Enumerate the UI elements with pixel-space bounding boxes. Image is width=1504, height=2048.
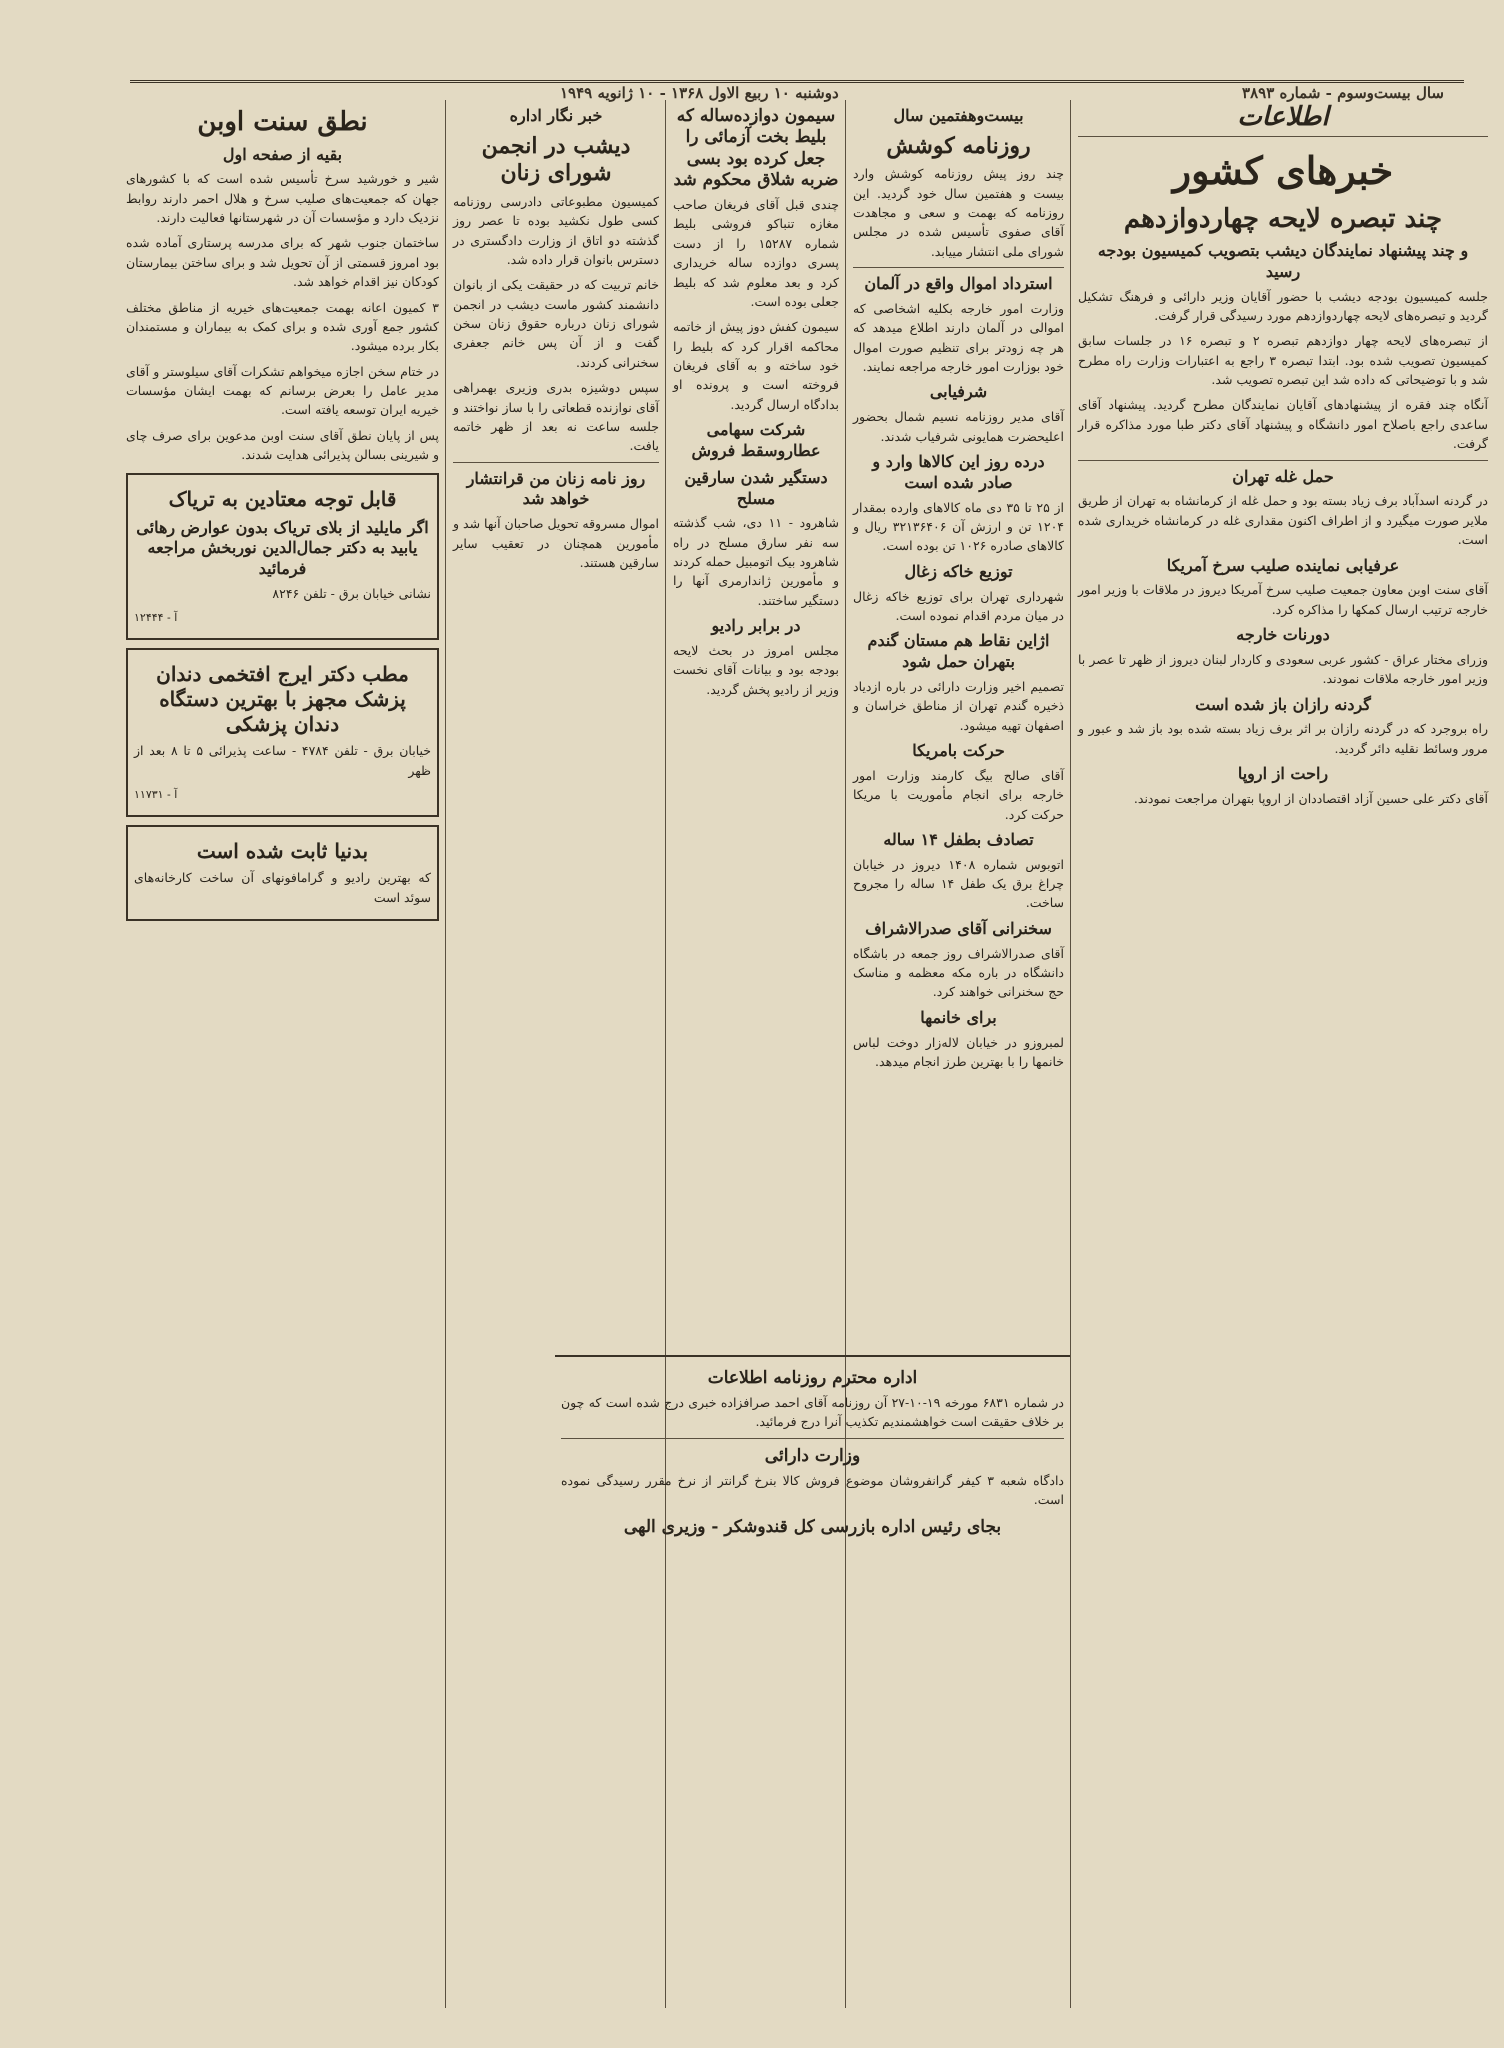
notice-section bbox=[555, 1355, 1070, 1546]
paragraph: مجلس امروز در بحث لایحه بودجه بود و بیانات آقای نخست وزیر از رادیو پخش گردید. bbox=[673, 642, 839, 697]
ad-radio bbox=[126, 825, 439, 921]
subheading: وزارت دارائی bbox=[764, 1445, 861, 1466]
subheading: سخنرانی آقای صدرالاشراف bbox=[865, 918, 1052, 938]
paragraph: در شماره ۶۸۳۱ مورخه ۱۹-۱۰-۲۷ آن روزنامه آقای احمد صرافزاده خبری درج شده است که چون بر خلاف حقیقت است خواهشمندیم تکذیب آنرا درج فرمائید. bbox=[561, 1395, 1064, 1430]
masthead-rule bbox=[130, 80, 1464, 83]
subheading: شرکت سهامی عطاروسقط فروش bbox=[691, 420, 821, 460]
paragraph: سیمون کفش دوز پیش از خاتمه محاکمه اقرار کرد که بلیط را خود ساخته و به آقای فریغان فروخته است و پرونده او بدادگاه ارسال گردید. bbox=[673, 319, 839, 412]
column-rule bbox=[665, 100, 666, 2008]
subheading: برای خانمها bbox=[920, 1007, 997, 1027]
ad-dentist bbox=[126, 648, 439, 817]
newspaper-logo: اطلاعات bbox=[1078, 102, 1488, 137]
subheading: تصادف بطفل ۱۴ ساله bbox=[883, 829, 1034, 849]
ad-title: بدنیا ثابت شده است bbox=[196, 839, 369, 864]
subheading: اداره محترم روزنامه اطلاعات bbox=[707, 1368, 918, 1388]
subheading: حمل غله تهران bbox=[1232, 466, 1334, 486]
paragraph: راه بروجرد که در گردنه رازان بر اثر برف زیاد بسته شده بود باز شد و عبور و مرور وسائط نقلیه دائر گردید. bbox=[1078, 721, 1488, 756]
paragraph: شاهرود - ۱۱ دی، شب گذشته سه نفر سارق مسلح در راه شاهرود بیک اتومبیل حمله کردند و مأمورین ژاندارمری آنها را دستگیر ساختند. bbox=[673, 515, 840, 608]
paragraph: از ۲۵ تا ۳۵ دی ماه کالاهای وارده بمقدار ۱۲۰۴ تن و ارزش آن ۳۲۱۳۶۴۰۶ ریال و کالاهای صادره ۱۰۲۶ تن بوده است. bbox=[853, 499, 1065, 554]
subheading: درده روز این کالاها وارد و صادر شده است bbox=[872, 452, 1045, 492]
subheading: دستگیر شدن سارقین مسلح bbox=[684, 467, 828, 508]
ad-address: نشانی خیابان برق - تلفن ۸۲۴۶ bbox=[272, 585, 431, 601]
subheading: استرداد اموال واقع در آلمان bbox=[864, 274, 1053, 294]
paragraph: اموال مسروقه تحویل صاحبان آنها شد و مأمورین همچنان در تعقیب سایر سارقین هستند. bbox=[453, 516, 659, 571]
column-country-news bbox=[1072, 100, 1494, 2008]
paragraph: آقای صالح بیگ کارمند وزارت امور خارجه برای انجام مأموریت با مریکا حرکت کرد. bbox=[853, 767, 1064, 822]
paragraph: کمیسیون مطبوعاتی دادرسی روزنامه کسی طول نکشید بوده تا عصر روز گذشته دو اتاق از وزارت دادگستری در دسترس بانوان قرار داده شد. bbox=[453, 193, 659, 267]
subheading: روز نامه زنان من قرانتشار خواهد شد bbox=[466, 468, 646, 509]
paragraph: ساختمان جنوب شهر که برای مدرسه پرستاری آماده شده بود امروز قسمتی از آن تحویل شد و برای ساختن بیمارستان کودکان نیز اقدام خواهد شد. bbox=[126, 235, 439, 290]
section-kicker: خبرهای کشور bbox=[1172, 148, 1394, 193]
subheading: توزیع خاکه زغال bbox=[904, 561, 1013, 581]
subheading: راحت از اروپا bbox=[1237, 764, 1329, 784]
paragraph: در ختام سخن اجازه میخواهم تشکرات آقای سیلوستر و آقای مدیر عامل را بعرض برسانم که بهمت ایشان مؤسسات خیریه ایران توسعه یافته است. bbox=[126, 363, 439, 418]
subheading: اژاین نقاط هم مستان گندم بتهران حمل شود bbox=[867, 631, 1050, 672]
column-rule bbox=[845, 100, 846, 2008]
section-kicker: بیست‌وهفتمین سال bbox=[893, 106, 1024, 125]
subheading: دورنات خارجه bbox=[1236, 625, 1330, 645]
headline: نطق سنت اوبن bbox=[197, 107, 368, 137]
headline: روزنامه کوشش bbox=[886, 132, 1031, 159]
ad-title: مطب دکتر ایرج افتخمی دندان پزشک مجهز با بهترین دستگاه دندان پزشکی bbox=[156, 662, 409, 737]
paragraph: آقای دکتر علی حسین آزاد اقتصاددان از اروپا بتهران مراجعت نمودند. bbox=[1133, 790, 1488, 806]
paragraph: وزرای مختار عراق - کشور عربی سعودی و کاردار لبنان دیروز از ظهر تا عصر با وزیر امور خارجه ملاقات نمودند. bbox=[1078, 651, 1488, 687]
ad-code: آ - ۱۱۷۳۱ bbox=[134, 788, 178, 802]
subheading: حرکت بامریکا bbox=[912, 741, 1005, 760]
paragraph: شیر و خورشید سرخ تأسیس شده است که با کشورهای جهان که جمعیت‌های صلیب سرخ و هلال احمر دارند روابط نزدیک دارد و مؤسسات آن در شهرستانها فعالیت دارند. bbox=[126, 171, 439, 226]
ad-address: خیابان برق - تلفن ۴۷۸۴ - ساعت پذیرائی ۵ تا ۸ بعد از ظهر bbox=[134, 743, 432, 778]
ad-body: اگر مایلید از بلای تریاک بدون عوارض رهائی یابید به دکتر جمال‌الدین نوربخش مراجعه فرمائید bbox=[136, 517, 429, 579]
paragraph: ۳ کمیون اعانه بهمت جمعیت‌های خیریه از مناطق مختلف کشور جمع آوری شده و برای کمک به بیماران و مستمندان بکار برده میشود. bbox=[126, 299, 439, 354]
subheading: گردنه رازان باز شده است bbox=[1195, 694, 1371, 714]
paragraph: چند روز پیش روزنامه کوشش وارد بیست و هفتمین سال خود گردید. این روزنامه که بهمت و سعی و مجاهدت آقای صفوی تأسیس شده در مجلس شورای ملی انتشار مییابد. bbox=[853, 166, 1064, 259]
paragraph: خانم تربیت که در حقیقت یکی از بانوان دانشمند کشور ماست دیشب در انجمن شورای زنان درباره حقوق زنان سخن گفت و از آن پس خانم جعفری سخنرانی کردند. bbox=[453, 277, 659, 370]
signature-line: بجای رئیس اداره بازرسی کل قندوشکر - وزیری الهی bbox=[623, 1516, 1002, 1537]
paragraph: جلسه کمیسیون بودجه دیشب با حضور آقایان وزیر دارائی و فرهنگ تشکیل گردید و تبصره‌های لایحه چهاردوازدهم مورد رسیدگی قرار گرفت. bbox=[1078, 288, 1488, 323]
column-3 bbox=[667, 100, 845, 1348]
issue-number: سال بیست‌وسوم - شماره ۳۸۹۳ bbox=[1242, 84, 1444, 102]
paragraph: چندی قبل آقای فریغان صاحب مغازه تنباکو فروشی بلیط شماره ۱۵۲۸۷ را از دست پسری دوازده ساله خریداری کرد و بعد معلوم شد که بلیط جعلی بوده است. bbox=[673, 197, 839, 309]
headline: چند تبصره لایحه چهاردوازدهم bbox=[1123, 203, 1443, 234]
paragraph: دادگاه شعبه ۳ کیفر گرانفروشان موضوع فروش کالا بنرخ گرانتر از نرخ مقرر رسیدگی نموده است. bbox=[561, 1472, 1065, 1508]
column-rule bbox=[445, 100, 446, 2008]
paragraph: سپس دوشیزه بدری وزیری بهمراهی آقای نوازنده قطعاتی را با ساز نواختند و جلسه ساعت نه بعد از ظهر خاتمه یافت. bbox=[453, 380, 659, 454]
paragraph: شهرداری تهران برای توزیع خاکه زغال در میان مردم اقدام نموده است. bbox=[853, 588, 1064, 623]
paragraph: آقای سنت اوبن معاون جمعیت صلیب سرخ آمریکا دیروز در ملاقات با وزیر امور خارجه ترتیب ارسال کمکها را مذاکره کرد. bbox=[1078, 582, 1488, 617]
issue-date: دوشنبه ۱۰ ربیع الاول ۱۳۶۸ - ۱۰ ژانویه ۱۹۴۹ bbox=[560, 84, 839, 102]
paragraph: تصمیم اخیر وزارت دارائی در باره ازدیاد ذخیره گندم تهران از مناطق خراسان و اصفهان تهیه میشود. bbox=[853, 678, 1064, 733]
paragraph: آقای صدرالاشراف روز جمعه در باشگاه دانشگاه در باره مکه معظمه و مناسک حج سخنرانی خواهند کرد. bbox=[853, 945, 1064, 1000]
paragraph: وزارت امور خارجه بکلیه اشخاصی که اموالی در آلمان دارند اطلاع میدهد که هر چه زودتر برای تنظیم صورت اموال خود بوزارت امور خارجه مراجعه نمایند. bbox=[853, 300, 1064, 375]
ad-code: آ - ۱۲۴۴۴ bbox=[134, 611, 178, 625]
paragraph: آنگاه چند فقره از پیشنهادهای آقایان نمایندگان مطرح گردید. پیشنهاد آقای ساعدی راجع باصلاح امور دانشگاه و پیشنهاد آقای دکتر طبا مورد مذاکره قرار گرفت. bbox=[1078, 397, 1488, 452]
column-rule bbox=[1070, 100, 1071, 2008]
paragraph: در گردنه اسدآباد برف زیاد بسته بود و حمل غله از کرمانشاه به تهران از طریق ملایر صورت میگیرد و از اطراف اکنون مقداری غله در کرمانشاه خریداری شده است. bbox=[1078, 493, 1488, 548]
headline: سیمون دوازده‌ساله که بلیط بخت آزمائی را جعل کرده بود بسی ضربه شلاق محکوم شد bbox=[673, 106, 839, 190]
column-5 bbox=[120, 100, 445, 2008]
subheading: در برابر رادیو bbox=[711, 616, 801, 636]
column-2 bbox=[847, 100, 1070, 2008]
ad-body: که بهترین رادیو و گرامافونهای آن ساخت کارخانه‌های سوئد است bbox=[134, 870, 431, 905]
paragraph: از تبصره‌های لایحه چهار دوازدهم تبصره ۲ و تبصره ۱۶ در جلسات سابق کمیسیون تصویب شده بود. ابتدا تبصره ۳ راجع به اعتبارات وزارت راه مطرح شد و با توضیحاتی که داده شد این تبصره تصویب شد. bbox=[1078, 333, 1488, 388]
section-kicker: خبر نگار اداره bbox=[509, 106, 603, 125]
headline: دیشب در انجمن شورای زنان bbox=[481, 132, 631, 187]
lede: و چند پیشنهاد نمایندگان دیشب بتصویب کمیسیون بودجه رسید bbox=[1097, 241, 1469, 281]
paragraph: پس از پایان نطق آقای سنت اوبن مدعوین برای صرف چای و شیرینی بسالن پذیرائی هدایت شدند. bbox=[126, 427, 439, 463]
paragraph: اتوبوس شماره ۱۴۰۸ دیروز در خیابان چراغ برق یک طفل ۱۴ ساله را مجروح ساخت. bbox=[853, 856, 1064, 911]
subheading: شرفیابی bbox=[929, 382, 988, 402]
paragraph: آقای مدیر روزنامه نسیم شمال بحضور اعلیحضرت همایونی شرفیاب شدند. bbox=[853, 409, 1064, 444]
ad-title: قابل توجه معتادین به تریاک bbox=[168, 486, 397, 511]
paragraph: لمبروزو در خیابان لاله‌زار دوخت لباس خانمها را با بهترین طرز انجام میدهد. bbox=[853, 1034, 1064, 1069]
ad-opium bbox=[126, 473, 439, 641]
subheading: عرفیابی نماینده صلیب سرخ آمریکا bbox=[1166, 555, 1400, 575]
continuation-note: بقیه از صفحه اول bbox=[222, 144, 343, 164]
column-4 bbox=[447, 100, 665, 1348]
